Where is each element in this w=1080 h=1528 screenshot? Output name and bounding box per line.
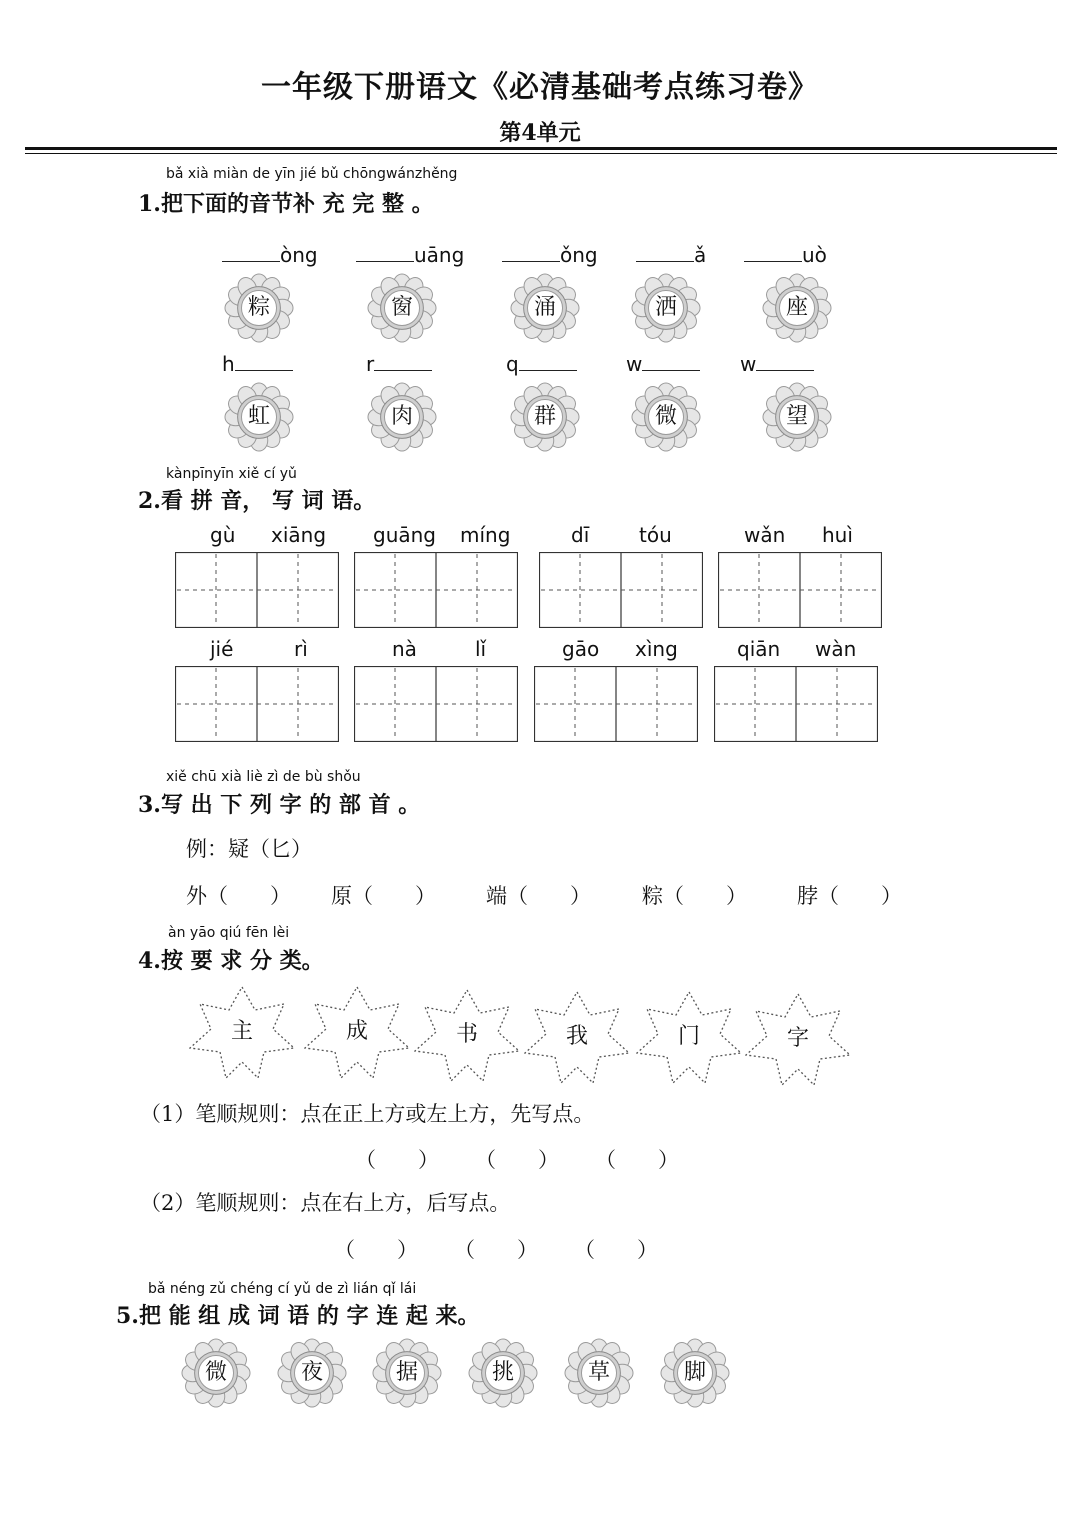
flower-char-card — [762, 382, 832, 452]
syllable-text: w — [740, 352, 757, 376]
word-pinyin: huì — [822, 523, 853, 547]
star-char: 我 — [565, 1024, 588, 1049]
word-pinyin: xìng — [635, 637, 678, 661]
answer-blank[interactable] — [744, 241, 802, 262]
syllable-text: r — [366, 352, 375, 376]
writing-grid[interactable] — [718, 552, 882, 628]
q4-pinyin: àn yāo qiú fēn lèi — [168, 925, 290, 941]
q2-pinyin: kànpīnyīn xiě cí yǔ — [166, 466, 297, 482]
flower-char: 微 — [204, 1360, 227, 1385]
flower-char: 座 — [785, 295, 808, 320]
radical-answer[interactable]: 原（ ） — [331, 884, 436, 908]
flower-char: 涌 — [533, 295, 556, 320]
word-pinyin: xiāng — [271, 523, 327, 547]
answer-paren[interactable]: （ ） — [574, 1238, 658, 1262]
q4-rule-2: （2）笔顺规则：点在右上方，后写点。 — [140, 1191, 511, 1215]
writing-grid[interactable] — [354, 666, 518, 742]
star-char-card — [189, 985, 295, 1079]
word-pinyin: tóu — [639, 523, 672, 547]
star-char-card — [304, 985, 410, 1079]
q1-syllable-8[interactable] — [506, 350, 577, 376]
flower-char: 挑 — [491, 1360, 514, 1385]
writing-grid[interactable] — [175, 552, 339, 628]
radical-answer[interactable]: 端（ ） — [486, 884, 591, 908]
answer-paren[interactable]: （ ） — [475, 1148, 559, 1172]
q4-rule-1: （1）笔顺规则：点在正上方或左上方，先写点。 — [140, 1102, 595, 1126]
word-pinyin: rì — [294, 637, 308, 661]
word-pinyin: lǐ — [475, 637, 487, 661]
q3-pinyin: xiě chū xià liè zì de bù shǒu — [166, 769, 361, 785]
q1-syllable-7[interactable] — [366, 350, 432, 376]
flower-char-card[interactable] — [468, 1338, 538, 1408]
q1-pinyin: bǎ xià miàn de yīn jié bǔ chōngwánzhěng — [166, 166, 458, 182]
answer-blank[interactable] — [502, 241, 560, 262]
flower-char-card[interactable] — [372, 1338, 442, 1408]
star-char: 成 — [345, 1019, 368, 1044]
answer-paren[interactable]: （ ） — [454, 1238, 538, 1262]
word-pinyin: dī — [571, 523, 590, 547]
flower-char: 微 — [654, 404, 677, 429]
star-char-card — [524, 990, 630, 1084]
word-pinyin: qiān — [737, 637, 781, 661]
q1-syllable-4[interactable] — [636, 241, 706, 267]
syllable-text: w — [626, 352, 643, 376]
syllable-text: ǎ — [694, 243, 707, 267]
q1-title: 1.把下面的音节补 充 完 整 。 — [138, 191, 434, 217]
word-pinyin: guāng — [373, 523, 436, 547]
flower-char: 据 — [395, 1360, 418, 1385]
flower-char-card[interactable] — [181, 1338, 251, 1408]
flower-char-card — [224, 273, 294, 343]
flower-char-card — [224, 382, 294, 452]
answer-paren[interactable]: （ ） — [355, 1148, 439, 1172]
radical-answer[interactable]: 脖（ ） — [797, 884, 902, 908]
q1-syllable-9[interactable] — [626, 350, 700, 376]
answer-blank[interactable] — [222, 241, 280, 262]
syllable-text: ǒng — [560, 243, 598, 267]
word-pinyin: wàn — [815, 637, 857, 661]
star-char: 主 — [230, 1019, 253, 1044]
star-char-card — [636, 990, 742, 1084]
answer-paren[interactable]: （ ） — [595, 1148, 679, 1172]
flower-char-card — [510, 273, 580, 343]
header-rule-thin — [25, 153, 1057, 154]
flower-char-card — [510, 382, 580, 452]
q5-title: 5.把 能 组 成 词 语 的 字 连 起 来。 — [116, 1303, 480, 1329]
writing-grid[interactable] — [539, 552, 703, 628]
radical-answer[interactable]: 粽（ ） — [642, 884, 747, 908]
flower-char: 洒 — [654, 295, 677, 320]
word-pinyin: míng — [460, 523, 511, 547]
writing-grid[interactable] — [714, 666, 878, 742]
flower-char: 群 — [533, 404, 556, 429]
q4-title: 4.按 要 求 分 类。 — [138, 948, 324, 974]
q1-syllable-2[interactable] — [356, 241, 464, 267]
answer-blank[interactable] — [636, 241, 694, 262]
flower-char-card — [631, 382, 701, 452]
flower-char-card[interactable] — [277, 1338, 347, 1408]
writing-grid[interactable] — [534, 666, 698, 742]
word-pinyin: gù — [210, 523, 236, 547]
q3-example: 例：疑（匕） — [186, 837, 312, 861]
syllable-text: q — [506, 352, 519, 376]
syllable-text: òng — [280, 243, 318, 267]
flower-char: 脚 — [683, 1360, 706, 1385]
flower-char: 夜 — [300, 1360, 323, 1385]
star-char: 字 — [786, 1026, 809, 1051]
q3-title: 3.写 出 下 列 字 的 部 首 。 — [138, 792, 421, 818]
syllable-text: h — [222, 352, 235, 376]
page-title: 一年级下册语文《必清基础考点练习卷》 — [261, 70, 819, 105]
header-rule-thick — [25, 147, 1057, 150]
word-pinyin: gāo — [562, 637, 600, 661]
flower-char-card — [367, 382, 437, 452]
writing-grid[interactable] — [354, 552, 518, 628]
word-pinyin: jié — [210, 637, 234, 661]
answer-blank[interactable] — [374, 350, 432, 371]
flower-char: 肉 — [390, 404, 413, 429]
q1-syllable-3[interactable] — [502, 241, 598, 267]
flower-char-card — [631, 273, 701, 343]
q1-syllable-6[interactable] — [222, 350, 293, 376]
flower-char: 望 — [785, 404, 808, 429]
radical-answer[interactable]: 外（ ） — [186, 884, 291, 908]
answer-blank[interactable] — [235, 350, 293, 371]
answer-blank[interactable] — [356, 241, 414, 262]
star-char-card — [745, 992, 851, 1086]
q2-title: 2.看 拼 音， 写 词 语。 — [138, 488, 376, 514]
q1-syllable-1[interactable] — [222, 241, 318, 267]
star-char-card — [414, 988, 520, 1082]
star-char: 门 — [677, 1024, 700, 1049]
answer-blank[interactable] — [756, 350, 814, 371]
word-pinyin: nà — [392, 637, 417, 661]
flower-char: 草 — [587, 1360, 610, 1385]
syllable-text: uāng — [414, 243, 465, 267]
flower-char: 窗 — [390, 295, 413, 320]
flower-char: 虹 — [247, 404, 270, 429]
q1-syllable-5[interactable] — [744, 241, 827, 267]
writing-grid[interactable] — [175, 666, 339, 742]
answer-paren[interactable]: （ ） — [334, 1238, 418, 1262]
answer-blank[interactable] — [642, 350, 700, 371]
star-char: 书 — [455, 1022, 478, 1047]
syllable-text: uò — [802, 243, 827, 267]
flower-char-card — [762, 273, 832, 343]
flower-char-card[interactable] — [660, 1338, 730, 1408]
flower-char-card[interactable] — [564, 1338, 634, 1408]
word-pinyin: wǎn — [744, 523, 786, 547]
answer-blank[interactable] — [519, 350, 577, 371]
q5-pinyin: bǎ néng zǔ chéng cí yǔ de zì lián qǐ lái — [148, 1281, 417, 1297]
flower-char: 粽 — [247, 295, 270, 320]
unit-subtitle: 第4单元 — [499, 120, 581, 146]
flower-char-card — [367, 273, 437, 343]
q1-syllable-10[interactable] — [740, 350, 814, 376]
